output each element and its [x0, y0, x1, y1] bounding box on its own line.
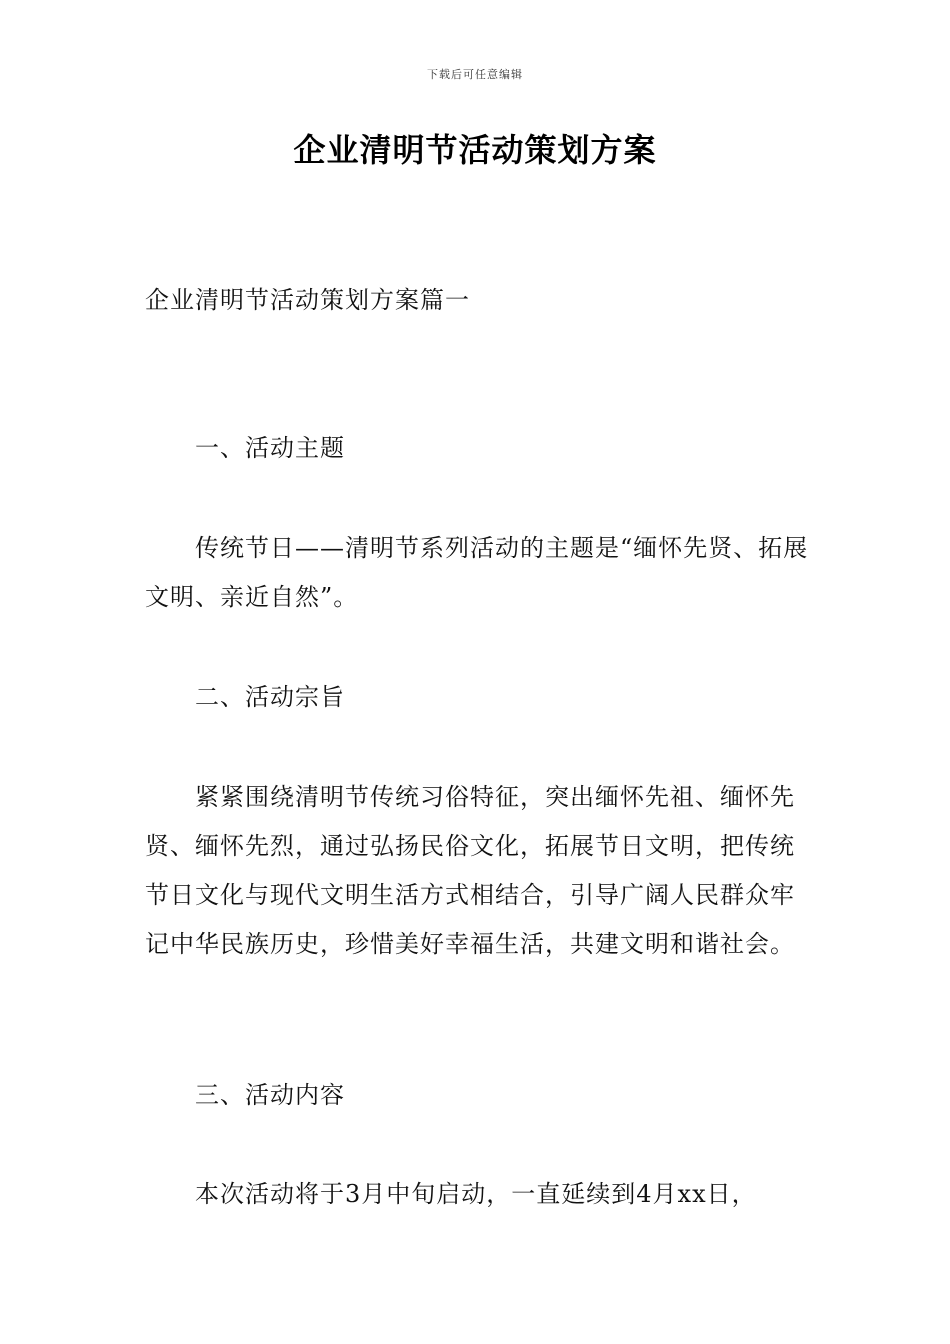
document-title: 企业清明节活动策划方案	[293, 131, 657, 169]
section-body-theme: 传统节日——清明节系列活动的主题是“缅怀先贤、拓展文明、亲近自然”。	[145, 534, 809, 611]
section-heading-purpose: 二、活动宗旨	[195, 683, 345, 711]
section-heading-theme: 一、活动主题	[195, 434, 345, 462]
section-body-purpose: 紧紧围绕清明节传统习俗特征，突出缅怀先祖、缅怀先贤、缅怀先烈，通过弘扬民俗文化，拓展节日文明，把传统节日文化与现代文明生活方式相结合，引导广阔人民群众牢记中华民族历史，珍惜美好幸福生活，共建文明和谐社会。	[145, 783, 795, 958]
section-heading-content: 三、活动内容	[195, 1081, 345, 1109]
document-subtitle: 企业清明节活动策划方案篇一	[145, 286, 470, 314]
header-note: 下载后可任意编辑	[427, 68, 523, 81]
section-body-content: 本次活动将于3月中旬启动，一直延续到4月xx日，	[195, 1180, 757, 1208]
